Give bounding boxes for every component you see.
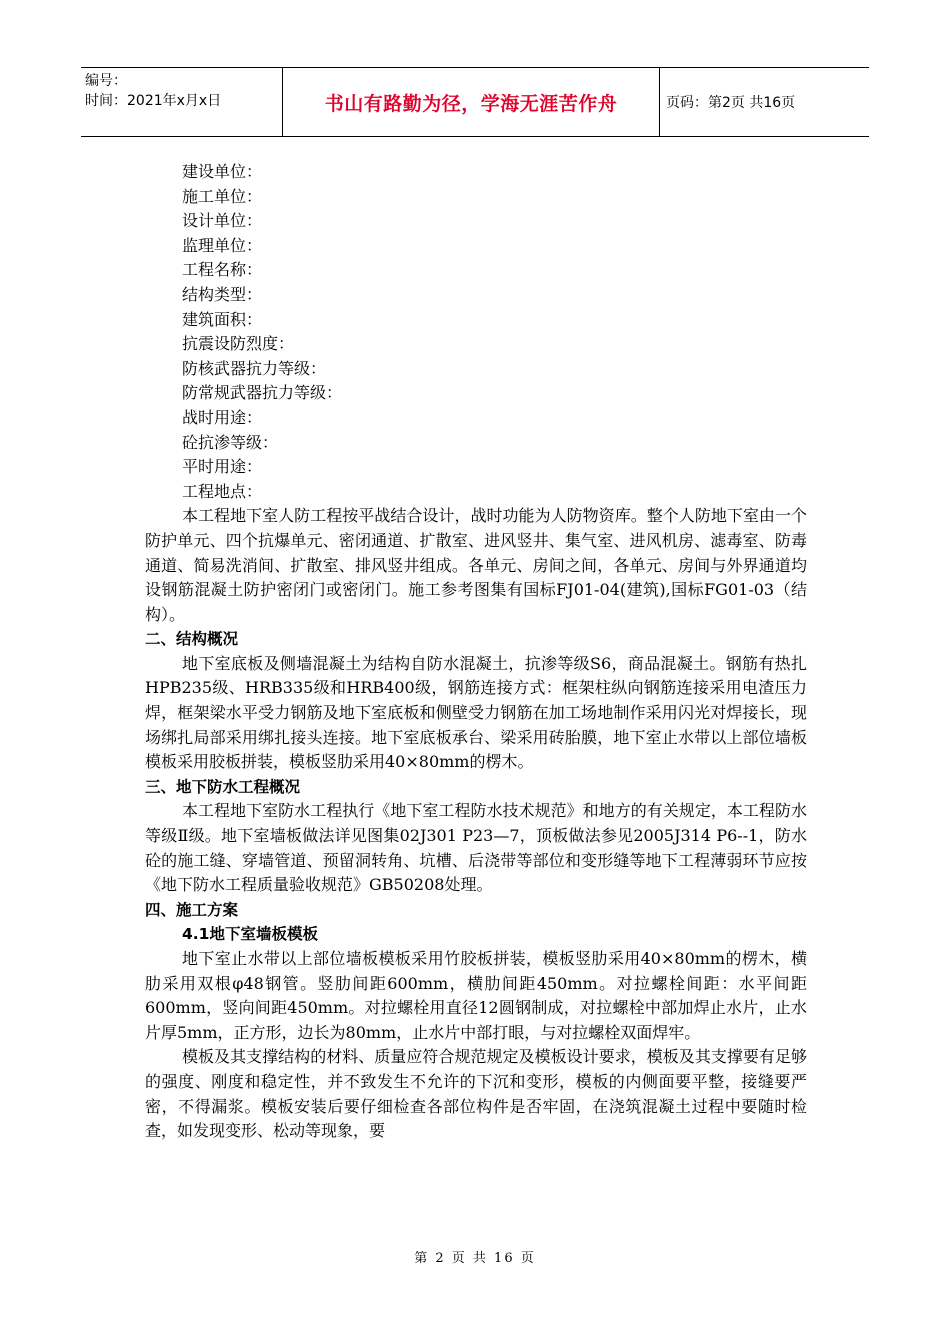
section-4-title: 四、施工方案 [145, 900, 239, 919]
section-4-1-paragraph-2: 模板及其支撑结构的材料、质量应符合规范规定及模板设计要求，模板及其支撑要有足够的强度、刚度和稳定性，并不致发生不允许的下沉和变形，模板的内侧面要平整，接缝要严密，不得漏浆。模板安装后要仔细检查各部位构件是否牢固，在浇筑混凝土过程中要随时检查，如发现变形、松动等现象，要 [145, 1047, 807, 1141]
section-2-title: 二、结构概况 [145, 630, 239, 649]
header-page-cell [660, 68, 869, 136]
document-number-label: 编号： [85, 73, 127, 89]
section-3-title: 三、地下防水工程概况 [145, 777, 301, 796]
page-header [81, 67, 869, 137]
section-4-1-title: 4.1地下室墙板模板 [182, 925, 318, 944]
intro-paragraph: 本工程地下室人防工程按平战结合设计，战时功能为人防物资库。整个人防地下室由一个防护单元、四个抗爆单元、密闭通道、扩散室、进风竖井、集气室、进风机房、滤毒室、防毒通道、简易洗消间、扩散室、排风竖井组成。各单元、房间之间，各单元、房间与外界通道均设钢筋混凝土防护密闭门或密闭门。施工参考图集有国标FJ01-04(建筑),国标FG01-03（结构）。 [145, 506, 807, 624]
header-left-cell [81, 68, 283, 136]
field-structure-type: 结构类型： [182, 284, 263, 304]
field-building-area: 建筑面积： [182, 309, 263, 329]
field-project-location: 工程地点： [182, 481, 263, 501]
field-supervision-unit: 监理单位： [182, 235, 263, 255]
document-body [145, 160, 807, 1144]
field-project-name: 工程名称： [182, 260, 263, 280]
field-nuclear-resistance: 防核武器抗力等级： [182, 358, 327, 378]
field-impermeability-grade: 砼抗渗等级： [182, 432, 279, 452]
header-motto: 书山有路勤为径，学海无涯苦作舟 [324, 92, 618, 115]
field-wartime-use: 战时用途： [182, 407, 263, 427]
field-peacetime-use: 平时用途： [182, 457, 263, 477]
field-contractor: 施工单位： [182, 186, 263, 206]
page-footer: 第 2 页 共 16 页 [414, 1251, 536, 1266]
section-2-paragraph: 地下室底板及侧墙混凝土为结构自防水混凝土，抗渗等级S6，商品混凝土。钢筋有热扎HPB235级、HRB335级和HRB400级，钢筋连接方式：框架柱纵向钢筋连接采用电渣压力焊，框架梁水平受力钢筋及地下室底板和侧壁受力钢筋在加工场地制作采用闪光对焊接长，现场绑扎局部采用绑扎接头连接。地下室底板承台、梁采用砖胎膜，地下室止水带以上部位墙板模板采用胶板拼装，模板竖肋采用40×80mm的楞木。 [145, 653, 807, 772]
header-motto-cell [283, 68, 660, 136]
field-design-unit: 设计单位： [182, 211, 263, 231]
field-construction-unit: 建设单位： [182, 162, 263, 181]
field-seismic-intensity: 抗震设防烈度： [182, 334, 295, 354]
document-date: 时间：2021年x月x日 [85, 93, 222, 109]
section-3-paragraph: 本工程地下室防水工程执行《地下室工程防水技术规范》和地方的有关规定，本工程防水等级Ⅱ级。地下室墙板做法详见图集02J301 P23—7，顶板做法参见2005J314 P6--1，防水砼的施工缝、穿墙管道、预留洞转角、坑槽、后浇带等部位和变形缝等地下工程薄弱环节应按《地下防水工程质量验收规范》GB50208处理。 [145, 801, 807, 895]
header-page-info: 页码：第2页 共16页 [666, 95, 796, 111]
section-4-1-paragraph-1: 地下室止水带以上部位墙板模板采用竹胶板拼装，模板竖肋采用40×80mm的楞木，横肋采用双根φ48钢管。竖肋间距600mm，横肋间距450mm。对拉螺栓间距：水平间距600mm，竖向间距450mm。对拉螺栓用直径12圆钢制成，对拉螺栓中部加焊止水片，止水片厚5mm，正方形，边长为80mm，止水片中部打眼，与对拉螺栓双面焊牢。 [145, 949, 807, 1042]
field-conventional-resistance: 防常规武器抗力等级： [182, 383, 343, 403]
